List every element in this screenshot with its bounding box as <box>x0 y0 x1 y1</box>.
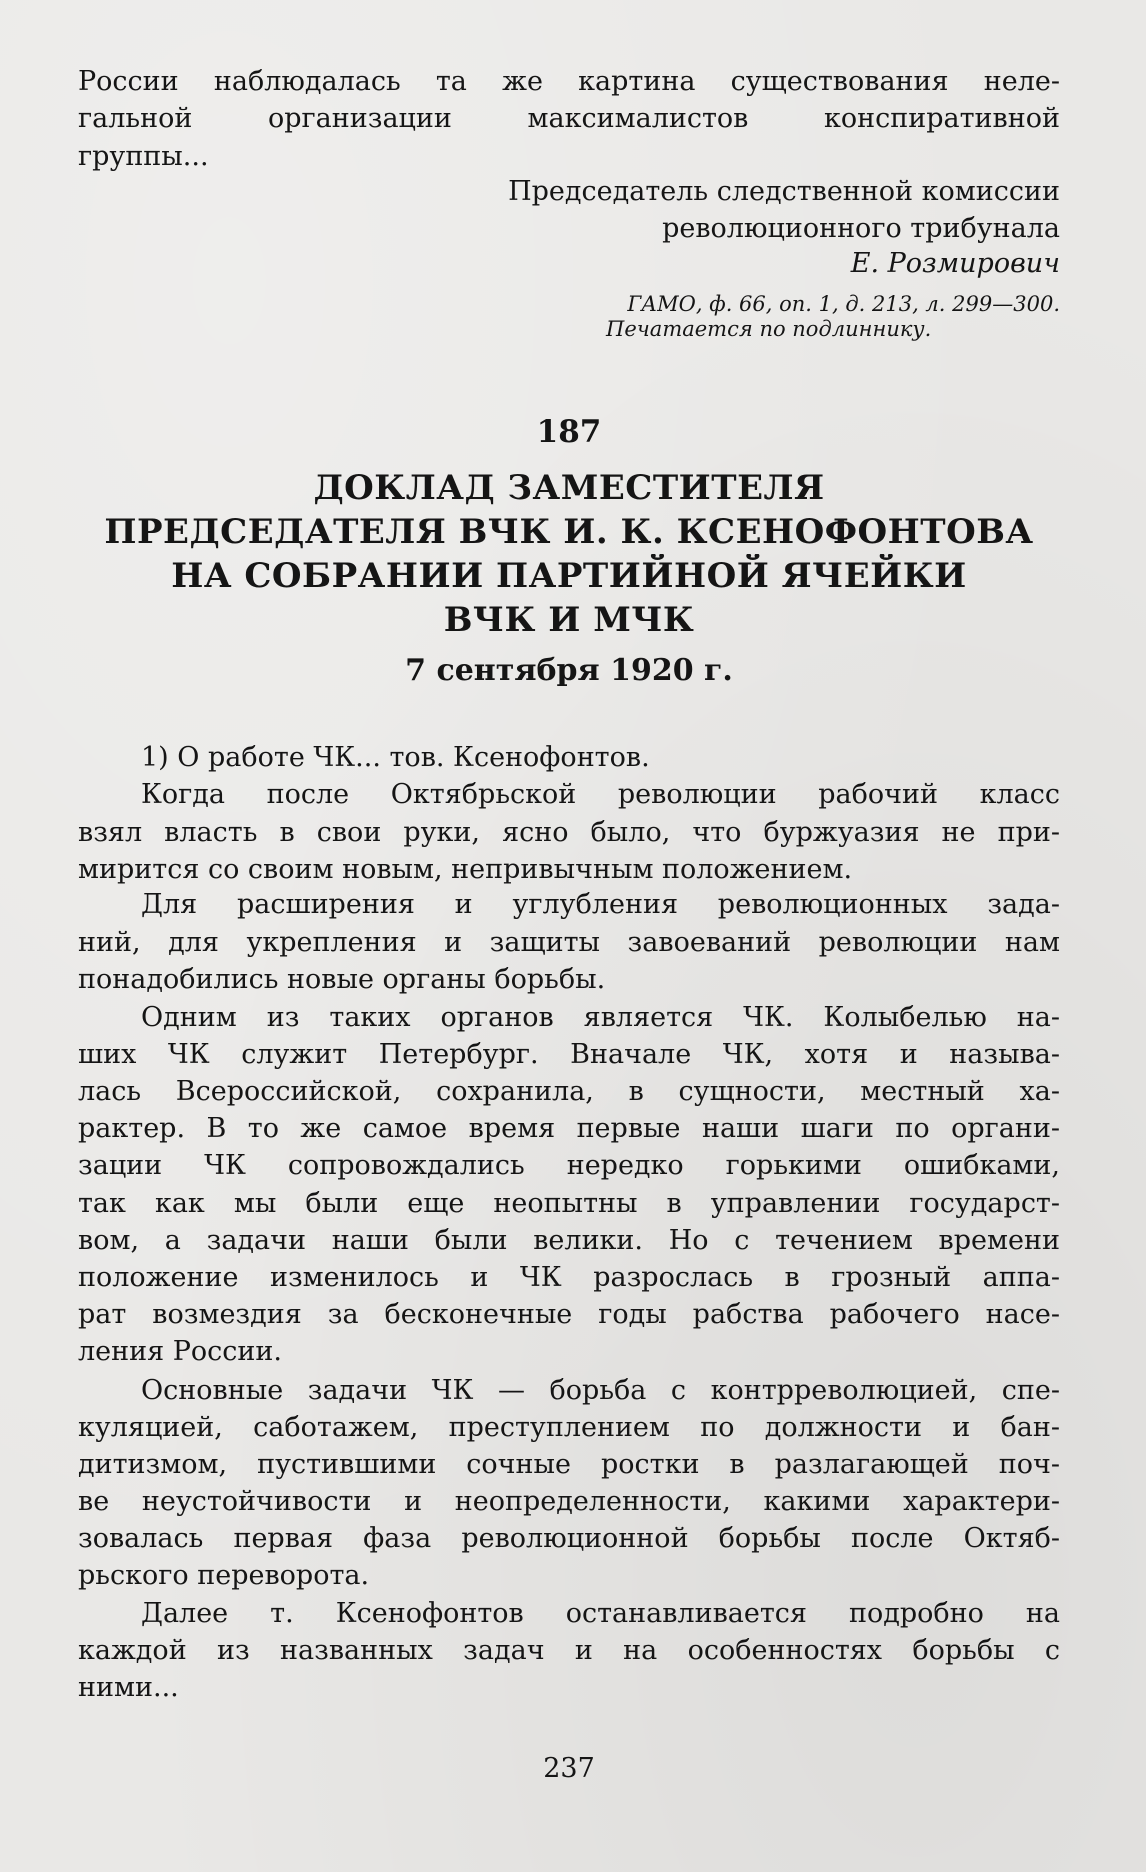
signature-title-line: Председатель следственной комиссии <box>508 176 1060 207</box>
body-line: зации ЧК сопровождались нередко горькими ошибками, <box>78 1150 1060 1181</box>
intro-line: группы... <box>78 141 209 172</box>
body-line: Далее т. Ксенофонтов останавливается подробно на <box>141 1598 1060 1629</box>
document-title-line: ПРЕДСЕДАТЕЛЯ ВЧК И. К. КСЕНОФОНТОВА <box>104 512 1034 552</box>
body-line: положение изменилось и ЧК разрослась в грозный аппа- <box>78 1262 1060 1293</box>
body-line: лась Всероссийской, сохранила, в сущности, местный ха- <box>78 1076 1060 1107</box>
body-line: вом, а задачи наши были велики. Но с течением времени <box>78 1225 1060 1256</box>
body-line: куляцией, саботажем, преступлением по должности и бан- <box>78 1412 1060 1443</box>
signature-title-line: революционного трибунала <box>662 213 1060 244</box>
body-line: рьского переворота. <box>78 1560 370 1591</box>
document-date: 7 сентября 1920 г. <box>405 653 733 688</box>
page-number: 237 <box>543 1753 595 1784</box>
body-line: ших ЧК служит Петербург. Вначале ЧК, хотя и называ- <box>78 1039 1060 1070</box>
body-line: рактер. В то же самое время первые наши шаги по органи- <box>78 1113 1060 1144</box>
body-line: взял власть в свои руки, ясно было, что буржуазия не при- <box>78 817 1060 848</box>
document-number: 187 <box>536 414 602 450</box>
body-line: дитизмом, пустившими сочные ростки в разлагающей поч- <box>78 1449 1060 1480</box>
publication-note: Печатается по подлиннику. <box>606 317 932 341</box>
document-title-line: ДОКЛАД ЗАМЕСТИТЕЛЯ <box>313 468 825 508</box>
intro-line: России наблюдалась та же картина существования неле- <box>78 66 1060 97</box>
body-line: ний, для укрепления и защиты завоеваний революции нам <box>78 927 1060 958</box>
archive-reference: ГАМО, ф. 66, оп. 1, д. 213, л. 299—300. <box>627 292 1060 316</box>
body-line: Когда после Октябрьской революции рабочий класс <box>141 779 1060 810</box>
body-line: рат возмездия за бесконечные годы рабства рабочего насе- <box>78 1299 1060 1330</box>
body-line: мирится со своим новым, непривычным положением. <box>78 854 853 885</box>
body-line: так как мы были еще неопытны в управлении государст- <box>78 1188 1060 1219</box>
body-line: 1) О работе ЧК... тов. Ксенофонтов. <box>141 742 650 773</box>
body-line: Основные задачи ЧК — борьба с контрреволюцией, спе- <box>141 1375 1060 1406</box>
document-title-line: НА СОБРАНИИ ПАРТИЙНОЙ ЯЧЕЙКИ <box>171 556 967 596</box>
intro-line: гальной организации максималистов конспиративной <box>78 103 1060 134</box>
body-line: Для расширения и углубления революционных зада- <box>141 889 1060 920</box>
body-line: понадобились новые органы борьбы. <box>78 964 606 995</box>
document-title-line: ВЧК И МЧК <box>443 600 695 640</box>
signature-name: Е. Розмирович <box>850 248 1060 279</box>
body-line: зовалась первая фаза революционной борьбы после Октяб- <box>78 1523 1060 1554</box>
body-line: ления России. <box>78 1336 282 1367</box>
body-line: каждой из названных задач и на особенностях борьбы с <box>78 1635 1060 1666</box>
body-line: ними... <box>78 1672 179 1703</box>
body-line: ве неустойчивости и неопределенности, какими характери- <box>78 1486 1060 1517</box>
body-line: Одним из таких органов является ЧК. Колыбелью на- <box>141 1002 1060 1033</box>
